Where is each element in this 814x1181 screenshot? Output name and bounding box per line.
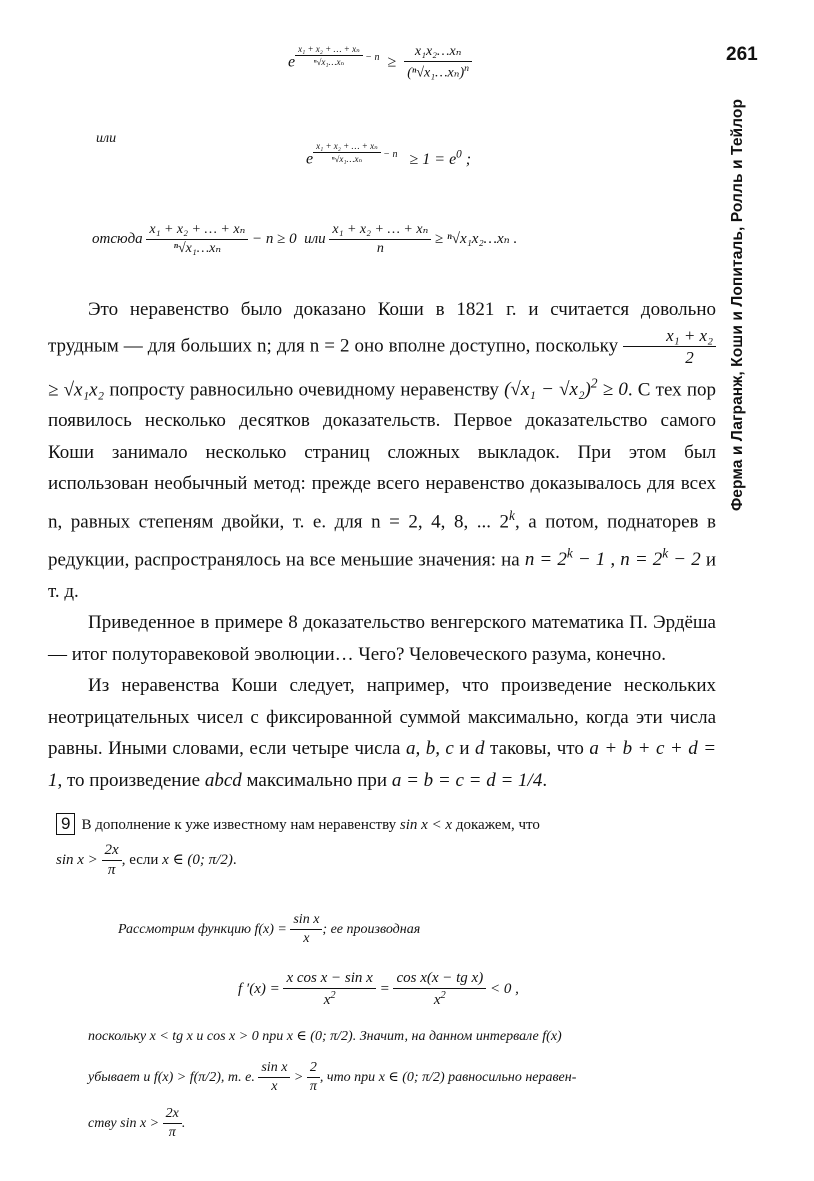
paragraph-consequence: Из неравенства Коши следует, например, что произведение нескольких неотрицательных чисел с фиксированной суммой максимально, когда эти числа равны. Иными словами, если четыре числа a, b, c и d таковы, что a + b + c + d = 1, то произведение abcd максимально при a = b = c = d = 1/4. [48, 675, 717, 791]
page-number: 261 [726, 44, 758, 65]
formula-exp-inequality: e $\frac{\text{x₁ + x₂ + … + xₙ}}{\text{ⁿ√x₁…xₙ}}$ − n ≥ $\frac{\text{x₁x₂…xₙ}}{(^n√x_1\dots x_n)^n}$ [288, 44, 472, 82]
example-number: 9 [56, 813, 75, 835]
solution-line-4: убывает и f(x) > f(π/2), т. е. $\frac{\text{sin x}}{x}$ > $\frac{2}{\pi}$ , что при x ∈ (0; π/2) равносильно неравен- [88, 1060, 577, 1095]
paragraph-cauchy-history: Это неравенство было доказано Коши в 1821 г. и считается довольно трудным — для больших n; для n = 2 оно вполне доступно, поскольку $\frac{\text{x₁ + x₂}}{2}$ ≥ √x₁x₂ попросту равносильно очевидному неравенству $(√x_1 - √x_2)^2 \ge 0$. С тех пор появилось несколько десятков доказательств. Первое доказательство самого Коши занимало несколько страниц сложных выкладок. При этом был использован необычный метод: прежде всего неравенство доказывалось для всех n, равных степеням двойки, т. е. для n = 2, 4, 8, ... 2$^k$, а потом, поднаторев в редукции, распространялось на все меньшие значения: на $n = 2^k - 1$ , $n = 2^k - 2$ и т. д. [48, 299, 717, 602]
main-text [48, 294, 716, 796]
running-title-text: Ферма и Лагранж, Коши и Лопиталь, Ролль и Тейлор [729, 98, 746, 512]
word-or: или [96, 131, 117, 146]
formula-hence: отсюда $\frac{\text{x₁ + x₂ + … + xₙ}}{\text{ⁿ√x₁…xₙ}}$ − n ≥ 0 или $\frac{\text{x₁ + x₂ + … + xₙ}}{n}$ ≥ ⁿ√x₁x₂…xₙ . [92, 222, 518, 257]
formula-exp-ge-one: e $\frac{\text{x₁ + x₂ + … + xₙ}}{\text{ⁿ√x₁…xₙ}}$ − $n \ge 1 = e^0$ ; [306, 141, 472, 168]
word-hence: отсюда [92, 231, 143, 248]
solution-derivative: f ′(x) = $\frac{\text{x cos x − sin x}}{x^2}$ = $\frac{\text{cos x(x − tg x)}}{x^2}$ < 0 , [238, 970, 519, 1009]
word-or-inline: или [304, 231, 326, 248]
solution-line-5: ству sin x > $\frac{2x}{\pi}$ . [88, 1106, 186, 1141]
solution-line-3: поскольку x < tg x и cos x > 0 при x ∈ (0; π/2). Значит, на данном интервале f(x) [88, 1029, 562, 1044]
solution-line-1: Рассмотрим функцию f(x) = $\frac{\text{sin x}}{x}$ ; ее производная [118, 912, 421, 947]
paragraph-erdos: Приведенное в примере 8 доказательство венгерского математика П. Эрдёша — итог полуторавековой эволюции… Чего? Человеческого разума, конечно. [48, 612, 716, 665]
example-9: 9 В дополнение к уже известному нам неравенству sin x < x докажем, что sin x > $\frac{2x}{\pi}$ , если x ∈ (0; π/2). [56, 814, 540, 879]
running-title [718, 90, 758, 520]
